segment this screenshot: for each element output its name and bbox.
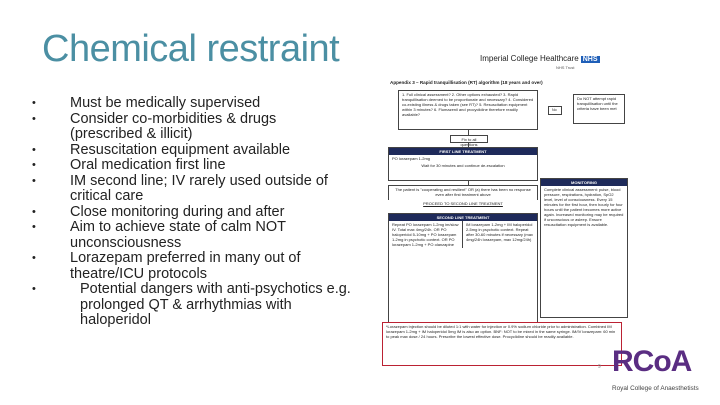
first-line-text: PO lorazepam 1-2mg (392, 156, 431, 161)
bullet-item (32, 158, 352, 174)
nhs-badge: NHS (582, 56, 598, 63)
bullet-dot-icon: • (32, 143, 36, 156)
bullet-dot-icon: • (32, 221, 36, 233)
bullet-text: Consider co-morbidities & drugs (prescribed & illicit) (70, 110, 277, 142)
footnotes-text: *Lorazepam injection should be diluted 1:1 with water for injection or 0.9% sodium chloride prior to administration. Combined IM lorazepam 1-2mg + IM haloperidol 5mg IM is also an option. BNF: NOT to be mixed in the same syringe. IM/IV lorazepam: 60 min to peak max dose / 24 hours. Prescribe the lowest effective dose. Procyclidine should be readily available. (386, 324, 616, 339)
checklist-box (398, 90, 538, 130)
bullet-text: Potential dangers with anti-psychotics e.g. prolonged QT & arrhythmias with haloperidol (80, 281, 351, 328)
rcoa-logo (612, 345, 716, 395)
bullet-text: IM second line; IV rarely used outside of critical care (70, 172, 328, 204)
bullet-dot-icon: • (32, 159, 36, 171)
second-line-left: Repeat PO lorazepam 1-2mg im/slow IV. Total max 4mg/24h. OR PO haloperidol 5-10mg + PO lorazepam 1-2mg in psychotic context. OR PO lorazepam 1-2mg + PO olanzapine (389, 221, 463, 248)
monitoring-box (540, 178, 628, 318)
bullet-item (32, 174, 352, 205)
rt-algorithm-document (378, 48, 708, 370)
doc-brand (480, 54, 600, 63)
first-line-header: FIRST LINE TREATMENT (389, 148, 537, 155)
bullet-dot-icon: • (32, 252, 36, 264)
bullet-item (32, 112, 352, 143)
bullet-item (32, 205, 352, 221)
no-label: No (548, 106, 562, 115)
bullet-text: Resuscitation equipment available (70, 141, 291, 158)
trust-line: NHS Trust (556, 65, 575, 70)
side-note-box (573, 94, 625, 124)
monitoring-text: Complete clinical assessment: pulse, blood pressure, respirations, hydration, SpO2 level, level of consciousness. Every 15 minutes for the first hour, then hourly for four hours until the patient becomes more active again. Increased monitoring may be required if unconscious or asleep. Ensure resuscitation equipment is available. (544, 187, 624, 227)
bullet-text: Aim to achieve state of calm NOT unconsciousness (70, 219, 286, 251)
brand-name: Imperial College Healthcare (480, 54, 579, 63)
rcoa-logo-mark: RCoA (612, 345, 692, 378)
checklist-text: 1. Full clinical assessment? 2. Other options exhausted? 3. Rapid tranquillisation deemed to be proportionate and necessary? 4. Considered co-existing illness & drugs taken (see RT)? 5. Resuscitation equipment within 3 minutes? 6. Flumazenil and procyclidine therefore readily available? (402, 92, 534, 117)
footnotes-box (382, 322, 622, 366)
second-line-box (388, 213, 538, 333)
first-line-note: Wait for 30 minutes and continue de-escalation (421, 163, 505, 168)
monitoring-header: MONITORING (541, 179, 627, 186)
bullet-dot-icon: • (32, 283, 36, 295)
bullet-dot-icon: • (32, 97, 36, 109)
bullet-item (32, 251, 352, 282)
side-note-text: Do NOT attempt rapid tranquillisation until the criteria have been met (577, 96, 618, 111)
bullet-item (32, 96, 352, 112)
bullet-item (32, 143, 352, 159)
doc-heading: Appendix 3 – Rapid tranquillisation (RT) algorithm (18 years and over) (390, 80, 543, 85)
bullet-dot-icon: • (32, 112, 36, 125)
rcoa-logo-name: Royal College of Anaesthetists (612, 385, 699, 392)
first-line-box (388, 147, 538, 181)
step-label: Fix to all questions (450, 135, 488, 143)
proceed-label: PROCEED TO SECOND LINE TREATMENT (388, 200, 538, 208)
second-line-header: SECOND LINE TREATMENT (389, 214, 537, 221)
bullet-dot-icon: • (32, 174, 36, 187)
response-note: The patient is "cooperating and resilient" OR (a) there has been no response even after first treatment above (395, 187, 531, 197)
bullet-text: Lorazepam preferred in many out of theatre/ICU protocols (70, 250, 301, 282)
slide-number: 9 (598, 364, 601, 370)
bullet-item (32, 220, 352, 251)
slide-title: Chemical restraint (42, 28, 340, 70)
bullet-dot-icon: • (32, 205, 36, 218)
bullet-text: Oral medication first line (70, 157, 226, 173)
bullet-text: Must be medically supervised (70, 95, 261, 111)
bullet-item (32, 282, 352, 329)
second-line-right: IM lorazepam 1-2mg + IM haloperidol 2-5mg in psychotic context. Repeat after 30-60 minutes if necessary (max 4mg/24h lorazepam, max 12mg/24h) (466, 222, 533, 242)
bullet-text: Close monitoring during and after (70, 203, 285, 220)
bullet-list (32, 96, 352, 329)
